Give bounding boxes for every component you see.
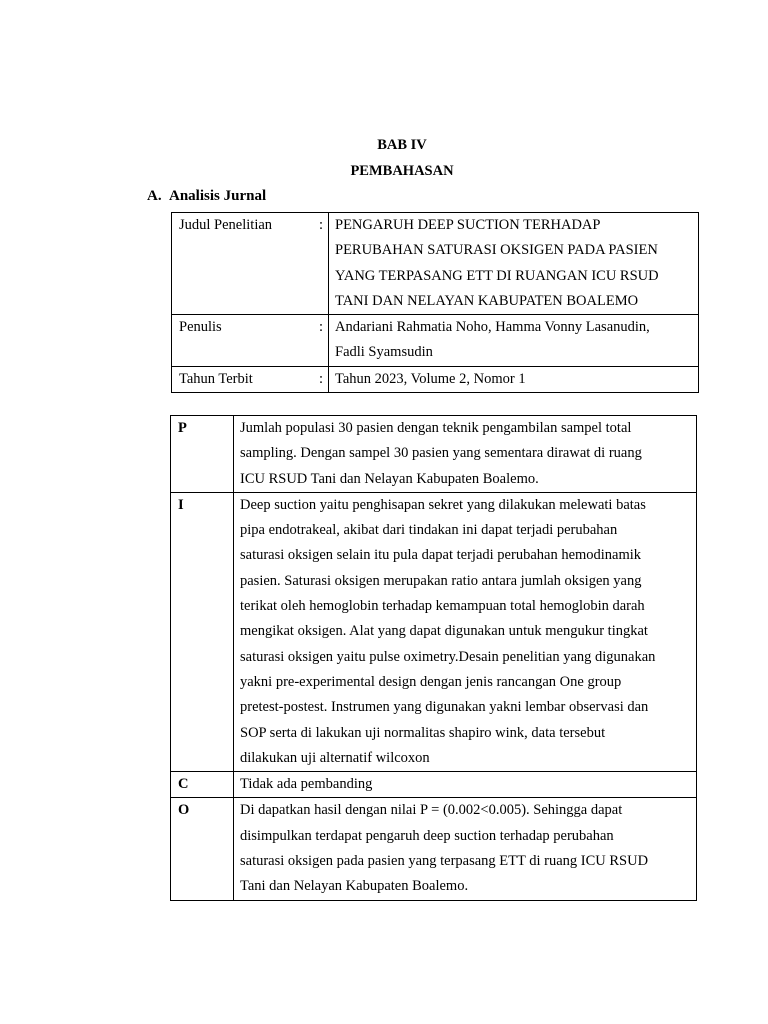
pico-text-line: saturasi oksigen selain itu pula dapat terjadi perubahan hemodinamik: [240, 547, 642, 564]
pico-text-line: dilakukan uji alternatif wilcoxon: [240, 749, 430, 766]
pico-row: [171, 798, 697, 900]
info-value-line: Andariani Rahmatia Noho, Hamma Vonny Lasanudin,: [335, 319, 650, 336]
pico-table: [170, 415, 697, 901]
pico-key: I: [171, 492, 234, 771]
pico-key: C: [171, 772, 234, 798]
pico-text-line: Tidak ada pembanding: [240, 776, 373, 793]
section-title: Analisis Jurnal: [169, 188, 267, 204]
info-row: [172, 213, 699, 315]
pico-text-line: sampling. Dengan sampel 30 pasien yang sementara dirawat di ruang: [240, 445, 642, 462]
info-separator: :: [319, 315, 329, 367]
info-row: [172, 315, 699, 367]
pico-row: [171, 772, 697, 798]
journal-info-table: [171, 212, 699, 393]
info-value: [329, 315, 699, 367]
pico-text-line: Deep suction yaitu penghisapan sekret yang dilakukan melewati batas: [240, 496, 646, 513]
pico-text: [234, 798, 697, 900]
info-value-line: PENGARUH DEEP SUCTION TERHADAP: [335, 217, 601, 233]
pico-text-line: disimpulkan terdapat pengaruh deep suction terhadap perubahan: [240, 827, 614, 844]
info-separator: :: [319, 366, 329, 392]
info-value-line: PERUBAHAN SATURASI OKSIGEN PADA PASIEN: [335, 242, 658, 259]
info-value: [329, 366, 699, 392]
pico-text-line: pipa endotrakeal, akibat dari tindakan ini dapat terjadi perubahan: [240, 522, 618, 539]
info-value-line: Tahun 2023, Volume 2, Nomor 1: [335, 370, 526, 387]
pico-row: [171, 416, 697, 493]
pico-text-line: saturasi oksigen pada pasien yang terpasang ETT di ruang ICU RSUD: [240, 853, 649, 870]
pico-text-line: Tani dan Nelayan Kabupaten Boalemo.: [240, 878, 469, 895]
info-value: [329, 213, 699, 315]
info-row: [172, 366, 699, 392]
chapter-title: PEMBAHASAN: [350, 163, 454, 179]
pico-text: [234, 772, 697, 798]
pico-text-line: terikat oleh hemoglobin terhadap kemampuan total hemoglobin darah: [240, 598, 645, 615]
section-heading: [147, 188, 266, 205]
pico-text: [234, 416, 697, 493]
pico-key: P: [171, 416, 234, 493]
info-value-line: TANI DAN NELAYAN KABUPATEN BOALEMO: [335, 292, 639, 309]
pico-row: [171, 492, 697, 771]
pico-text: [234, 492, 697, 771]
pico-text-line: mengikat oksigen. Alat yang dapat digunakan untuk mengukur tingkat: [240, 623, 648, 640]
info-value-line: Fadli Syamsudin: [335, 344, 433, 361]
section-letter: A.: [147, 188, 162, 204]
pico-text-line: ICU RSUD Tani dan Nelayan Kabupaten Boalemo.: [240, 470, 539, 487]
pico-text-line: Di dapatkan hasil dengan nilai P = (0.002<0.005). Sehingga dapat: [240, 802, 623, 819]
pico-text-line: pasien. Saturasi oksigen merupakan ratio antara jumlah oksigen yang: [240, 572, 642, 589]
pico-text-line: SOP serta di lakukan uji normalitas shapiro wink, data tersebut: [240, 724, 606, 741]
chapter-number: BAB IV: [377, 137, 427, 153]
info-label: Tahun Terbit: [172, 366, 320, 392]
info-separator: :: [319, 213, 329, 315]
info-label: Penulis: [172, 315, 320, 367]
pico-text-line: yakni pre-experimental design dengan jenis rancangan One group: [240, 673, 622, 690]
pico-key: O: [171, 798, 234, 900]
pico-text-line: pretest-postest. Instrumen yang digunakan yakni lembar observasi dan: [240, 699, 649, 716]
pico-text-line: saturasi oksigen yaitu pulse oximetry.Desain penelitian yang digunakan: [240, 648, 656, 665]
info-label: Judul Penelitian: [172, 213, 320, 315]
pico-text-line: Jumlah populasi 30 pasien dengan teknik pengambilan sampel total: [240, 420, 632, 436]
info-value-line: YANG TERPASANG ETT DI RUANGAN ICU RSUD: [335, 267, 659, 284]
